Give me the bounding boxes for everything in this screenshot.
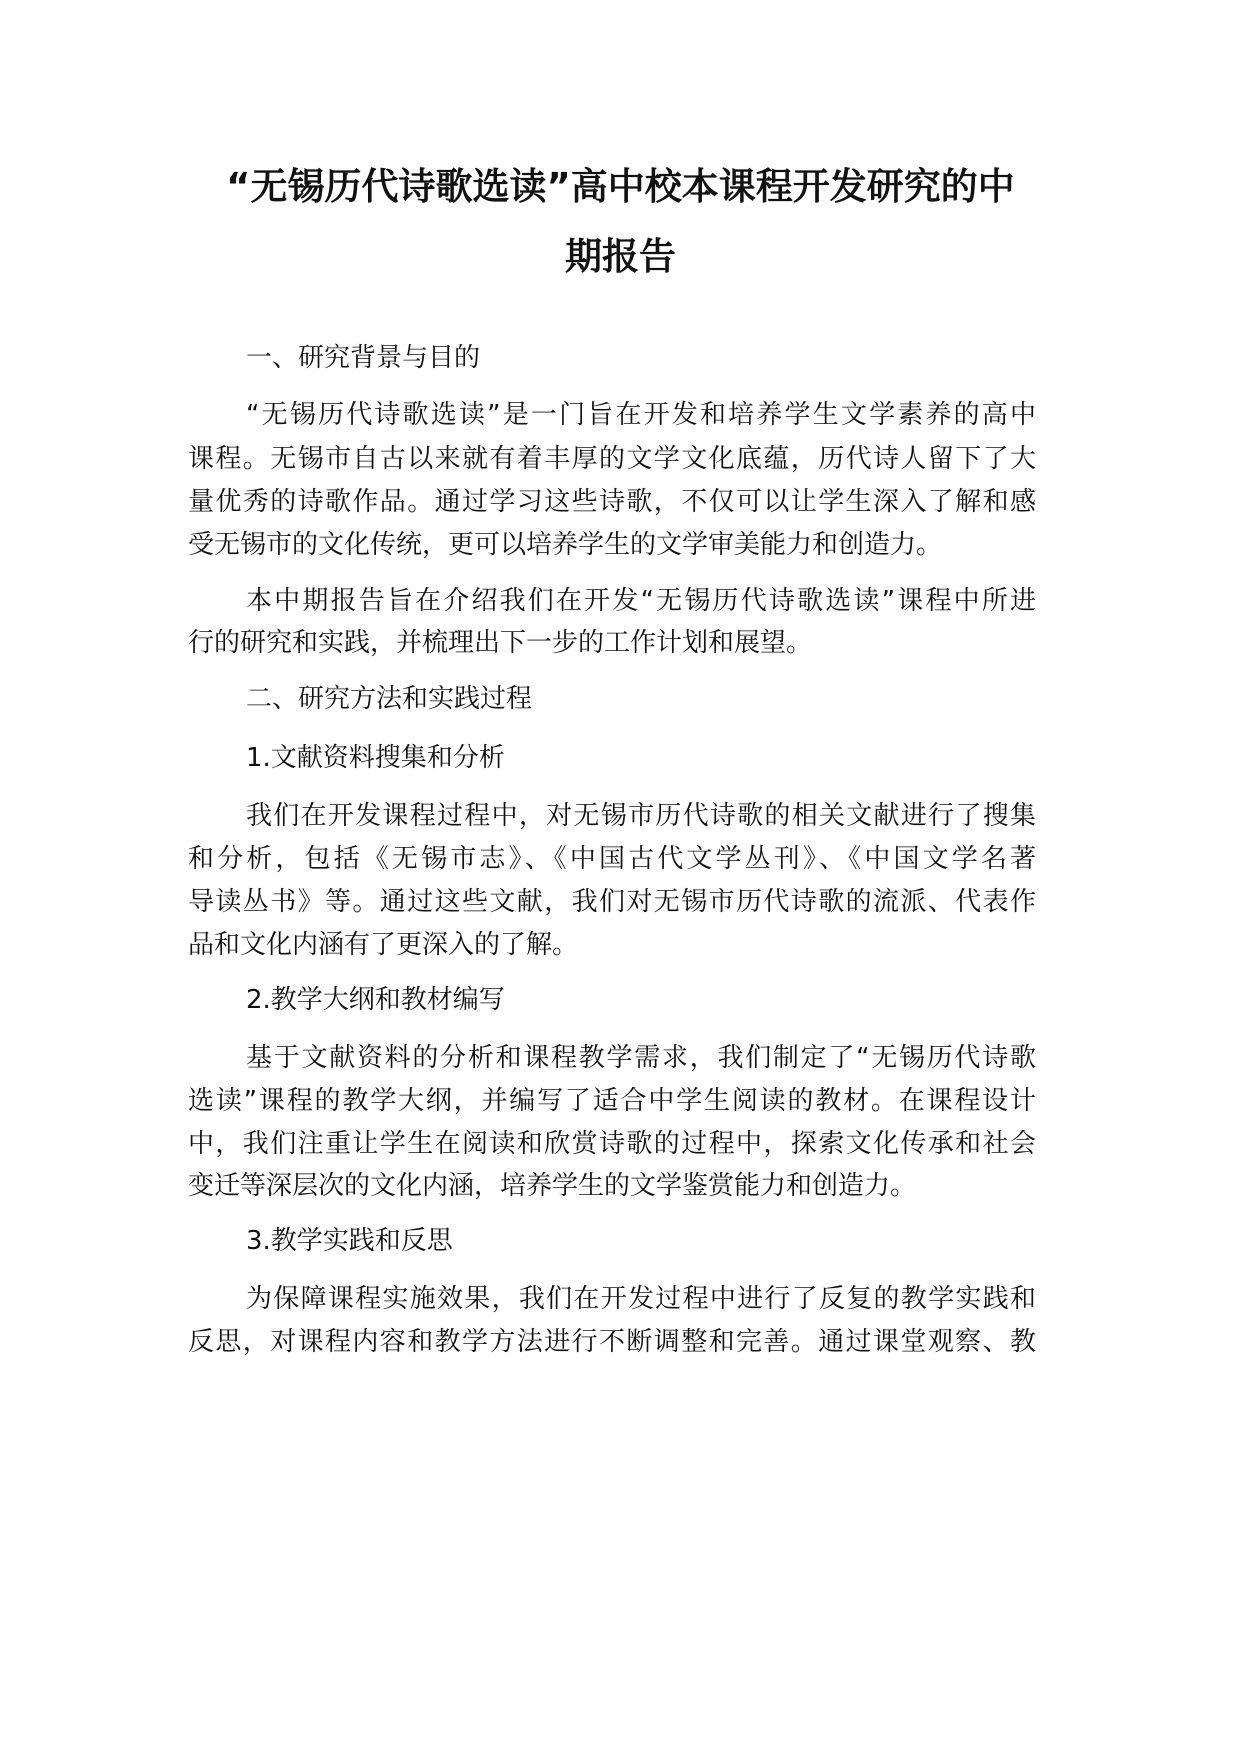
paragraph-line: 和分析，包括《无锡市志》、《中国古代文学丛刊》、《中国文学名著 xyxy=(188,844,1036,874)
paragraph-line: 反思，对课程内容和教学方法进行不断调整和完善。通过课堂观察、教 xyxy=(188,1327,1036,1357)
section-heading-background: 一、研究背景与目的 xyxy=(246,343,481,373)
paragraph-line: 导读丛书》等。通过这些文献，我们对无锡市历代诗歌的流派、代表作 xyxy=(188,887,1036,917)
paragraph-line: 基于文献资料的分析和课程教学需求，我们制定了“无锡历代诗歌 xyxy=(246,1043,1036,1073)
paragraph-line: 受无锡市的文化传统，更可以培养学生的文学审美能力和创造力。 xyxy=(188,530,943,560)
paragraph-line: “无锡历代诗歌选读”是一门旨在开发和培养学生文学素养的高中 xyxy=(246,400,1036,430)
paragraph-line: 品和文化内涵有了更深入的了解。 xyxy=(188,930,579,960)
document-title-line-1: “无锡历代诗歌选读”高中校本课程开发研究的中 xyxy=(226,165,1015,208)
paragraph-line: 量优秀的诗歌作品。通过学习这些诗歌，不仅可以让学生深入了解和感 xyxy=(188,487,1036,517)
paragraph-line: 为保障课程实施效果，我们在开发过程中进行了反复的教学实践和 xyxy=(246,1284,1036,1314)
paragraph-line: 选读”课程的教学大纲，并编写了适合中学生阅读的教材。在课程设计 xyxy=(188,1086,1036,1116)
document-title-line-2: 期报告 xyxy=(565,235,676,278)
paragraph-line: 本中期报告旨在介绍我们在开发“无锡历代诗歌选读”课程中所进 xyxy=(246,586,1036,616)
section-heading-methods: 二、研究方法和实践过程 xyxy=(246,684,533,714)
subsection-heading-practice: 3.教学实践和反思 xyxy=(246,1226,453,1256)
subsection-heading-literature: 1.文献资料搜集和分析 xyxy=(246,743,505,773)
paragraph-line: 中，我们注重让学生在阅读和欣赏诗歌的过程中，探索文化传承和社会 xyxy=(188,1129,1036,1159)
subsection-heading-syllabus: 2.教学大纲和教材编写 xyxy=(246,985,505,1015)
paragraph-line: 行的研究和实践，并梳理出下一步的工作计划和展望。 xyxy=(188,628,813,658)
paragraph-line: 变迁等深层次的文化内涵，培养学生的文学鉴赏能力和创造力。 xyxy=(188,1171,917,1201)
paragraph-line: 我们在开发课程过程中，对无锡市历代诗歌的相关文献进行了搜集 xyxy=(246,801,1036,831)
paragraph-line: 课程。无锡市自古以来就有着丰厚的文学文化底蕴，历代诗人留下了大 xyxy=(188,444,1036,474)
